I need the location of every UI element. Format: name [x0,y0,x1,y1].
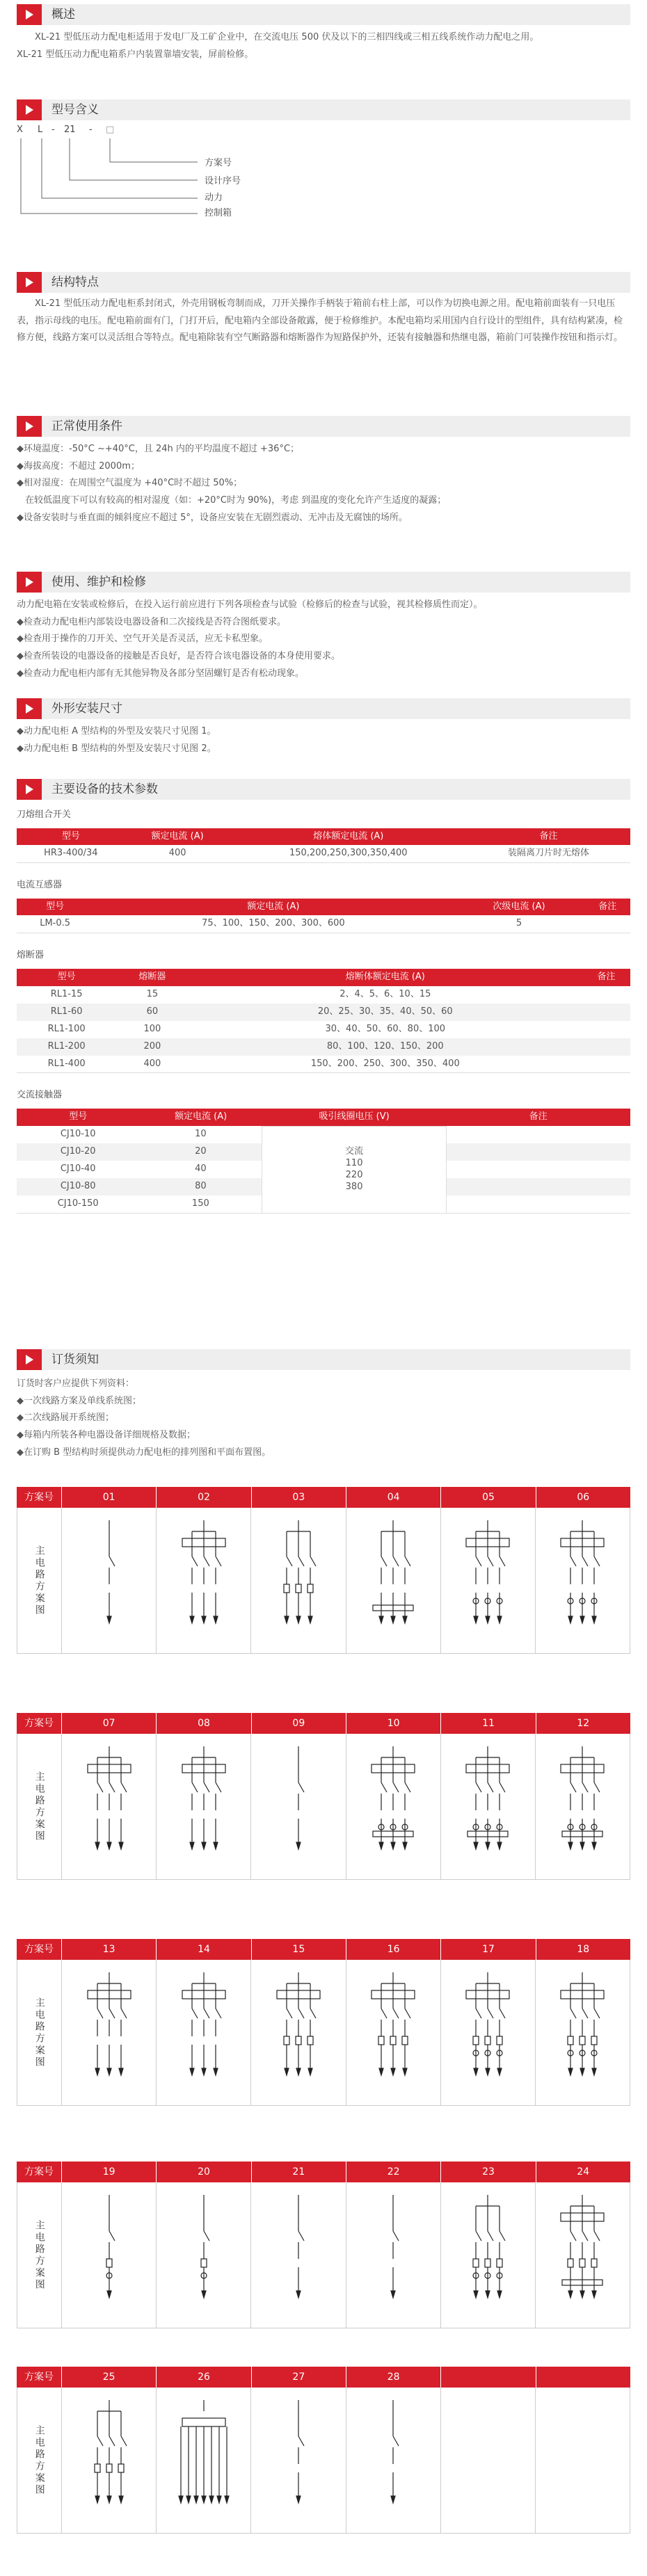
condition-line: 在较低温度下可以有较高的相对湿度（如：+20°C时为 90%)，考虑 到温度的变化允许产生适度的凝露； [25,495,447,506]
scheme-number: 02 [156,1487,250,1508]
cell: RL1-15 [50,988,83,999]
scheme-number: 24 [536,2162,630,2182]
scheme-cell [440,1734,535,1879]
cell [582,986,630,1004]
cell: 15 [146,988,159,999]
section-header [17,272,630,293]
play-icon [17,99,42,120]
table-row [17,1056,630,1073]
circuit-diagram [267,1741,330,1866]
circuit-diagram [362,1515,424,1640]
section-header [17,779,630,800]
scheme-cell [250,1734,345,1879]
scheme-number: 04 [346,1487,440,1508]
scheme-number [440,2367,535,2388]
dims-line: ◆动力配电柜 B 型结构的外型及安装尺寸见图 2。 [17,743,216,754]
circuit-diagram [267,2394,330,2520]
tech-section [17,779,630,1214]
circuit-diagram [362,2394,424,2520]
overview-line: XL-21 型低压动力配电箱系户内装置靠墙安装，屏前检修。 [17,49,254,60]
scheme-row-label: 主电路方案图 [17,2388,61,2533]
circuit-diagram [362,1741,424,1866]
play-icon [17,4,42,25]
circuit-diagram [362,1967,424,2092]
cell: 150 [191,1198,209,1209]
play-icon [17,698,42,719]
scheme-number: 21 [251,2162,346,2182]
model-label: 方案号 [205,158,232,168]
cell: CJ10-40 [60,1164,96,1175]
col-header: 次级电流 (A) [453,899,584,916]
table-caption: 交流接触器 [17,1090,63,1101]
circuit-diagram [456,2189,519,2315]
code-l: L [38,124,43,135]
table-row [17,986,630,1004]
maintenance-section [17,572,630,682]
scheme-drawings [17,1508,630,1654]
scheme-header [17,1939,630,1960]
col-header: 型号 [17,969,116,986]
scheme-number: 10 [346,1713,440,1734]
code-dash: - [89,124,93,135]
scheme-row [17,1487,630,1654]
model-section [17,99,630,225]
cell: 20 [139,1143,262,1161]
scheme-number: 05 [440,1487,535,1508]
cell: 装隔离刀片时无熔体 [508,848,590,859]
section-header [17,572,630,593]
col-header: 熔断体额定电流 (A) [189,969,583,986]
table-caption: 刀熔组合开关 [17,810,72,820]
cell: CJ10-20 [17,1143,139,1161]
model-label: 动力 [205,193,223,203]
cell: 150,200,250,300,350,400 [289,848,408,859]
scheme-cell [535,2388,630,2533]
section-title: 外形安装尺寸 [51,701,122,716]
table-caption: 电流互感器 [17,880,63,891]
order-line: ◆在订购 B 型结构时须提供动力配电柜的排列图和平面布置图。 [17,1447,271,1458]
scheme-number: 09 [251,1713,346,1734]
scheme-cell [535,1960,630,2105]
scheme-row-label: 主电路方案图 [17,1960,61,2105]
ct-table [17,899,630,933]
cell: 400 [168,848,186,859]
cell [582,1038,630,1056]
scheme-cell [250,1960,345,2105]
cell: CJ10-80 [17,1178,139,1196]
cell: 75、100、150、200、300、600 [202,918,345,929]
scheme-number: 23 [440,2162,535,2182]
scheme-number: 12 [536,1713,630,1734]
conditions-section [17,416,630,526]
section-header [17,416,630,437]
scheme-cell [346,2182,440,2328]
cell: 150、200、250、300、350、400 [310,1058,460,1069]
scheme-cell [61,1734,156,1879]
cell: CJ10-150 [57,1198,99,1209]
dims-section [17,698,630,757]
section-header [17,698,630,719]
scheme-cell [61,1508,156,1653]
scheme-number: 07 [61,1713,156,1734]
order-line: ◆二次线路展开系统图； [17,1412,114,1424]
voltage-value: 交流 [345,1145,364,1157]
cell: 40 [195,1164,207,1175]
cell: 100 [143,1023,161,1034]
circuit-diagram [78,1741,141,1866]
scheme-cell [440,2388,535,2533]
cell: RL1-100 [47,1023,86,1034]
table-row [17,915,630,933]
section-title: 结构特点 [51,275,99,289]
col-header: 型号 [17,1109,139,1126]
circuit-diagram [78,1967,141,2092]
section-title: 主要设备的技术参数 [51,782,158,796]
scheme-cell [156,1734,250,1879]
circuit-diagram [78,2394,141,2520]
scheme-cell [440,1508,535,1653]
cell [582,1004,630,1021]
order-line: 订货时客户应提供下列资料： [17,1378,135,1389]
circuit-diagram [267,1515,330,1640]
scheme-drawings [17,2182,630,2328]
cell [582,1056,630,1073]
scheme-header-label: 方案号 [24,1943,54,1955]
circuit-diagram [551,2189,614,2315]
scheme-cell [61,2388,156,2533]
table-row [17,1004,630,1021]
table-row [17,1021,630,1038]
cell: CJ10-10 [60,1129,96,1140]
cell: RL1-400 [47,1058,86,1069]
cell: 20、25、30、35、40、50、60 [189,1004,583,1021]
col-header: 备注 [582,969,630,986]
circuit-diagram [173,1515,235,1640]
scheme-cell [250,1508,345,1653]
scheme-number: 20 [156,2162,250,2182]
table-row [17,845,630,862]
scheme-header [17,2162,630,2182]
scheme-number: 17 [440,1939,535,1960]
section-header [17,1349,630,1370]
col-header: 熔体额定电流 (A) [230,828,467,846]
scheme-cell [346,2388,440,2533]
scheme-cell [535,1508,630,1653]
scheme-cell [61,1960,156,2105]
play-icon [17,779,42,800]
scheme-drawings [17,1960,630,2106]
scheme-row [17,1939,630,2106]
scheme-number: 19 [61,2162,156,2182]
section-title: 概述 [51,7,75,22]
cell: RL1-60 [17,1004,116,1021]
condition-line: ◆海拔高度：不超过 2000m； [17,460,140,472]
circuit-diagram [267,2189,330,2315]
scheme-row [17,2162,630,2328]
scheme-number [536,2367,630,2388]
scheme-number: 13 [61,1939,156,1960]
cell: LM-0.5 [40,918,71,929]
maintenance-line: ◆检查所装设的电器设备的接触是否良好，是否符合该电器设备的本身使用要求。 [17,651,340,662]
col-header: 吸引线圈电压 (V) [262,1109,447,1126]
col-header: 型号 [17,828,125,846]
play-icon [17,416,42,437]
scheme-cell [346,1734,440,1879]
circuit-diagram [551,1967,614,2092]
scheme-number: 25 [61,2367,156,2388]
scheme-drawings [17,2388,630,2534]
scheme-cell [440,1960,535,2105]
structure-section [17,272,630,347]
scheme-cell [156,1508,250,1653]
voltage-value: 380 [345,1181,363,1192]
scheme-cell [346,1508,440,1653]
code-box: □ [106,124,115,135]
cell: 30、40、50、60、80、100 [325,1023,446,1034]
circuit-diagram [173,1741,235,1866]
scheme-cell [156,2388,250,2533]
switch-table [17,828,630,863]
circuit-diagram [267,1967,330,2092]
scheme-row [17,1713,630,1880]
cell: 200 [116,1038,188,1056]
scheme-header-label: 方案号 [24,2371,54,2383]
scheme-number: 06 [536,1487,630,1508]
section-title: 正常使用条件 [51,419,122,433]
scheme-number: 28 [346,2367,440,2388]
scheme-number: 03 [251,1487,346,1508]
scheme-header-label: 方案号 [24,2166,54,2177]
cell [582,1021,630,1038]
cell: HR3-400/34 [44,848,98,859]
overview-line: XL-21 型低压动力配电柜适用于发电厂及工矿企业中，在交流电压 500 伏及以下的三相四线或三相五线系统作动力配电之用。 [35,32,539,42]
circuit-diagram [456,1515,519,1640]
table-caption: 熔断器 [17,950,45,961]
col-header: 熔断器 [116,969,188,986]
circuit-diagram [362,2189,424,2315]
section-title: 型号含义 [51,102,99,117]
play-icon [17,1349,42,1370]
scheme-row-label: 主电路方案图 [17,1508,61,1653]
voltage-value: 220 [345,1169,363,1180]
scheme-row-label: 主电路方案图 [17,1734,61,1879]
model-lines [17,120,225,225]
circuit-diagram [173,2394,235,2520]
scheme-row-label: 主电路方案图 [17,2182,61,2328]
voltage-value: 110 [345,1157,363,1168]
col-header: 型号 [17,899,93,916]
circuit-diagram [173,1967,235,2092]
cell: RL1-200 [17,1038,116,1056]
col-header: 额定电流 (A) [93,899,453,916]
scheme-number: 22 [346,2162,440,2182]
col-header: 备注 [467,828,630,846]
circuit-diagram [456,1967,519,2092]
scheme-row [17,2367,630,2534]
circuit-diagram [78,2189,141,2315]
cell: 400 [143,1058,161,1069]
scheme-number: 01 [61,1487,156,1508]
code-dash: - [51,124,55,135]
play-icon [17,272,42,293]
cell: 10 [195,1129,207,1140]
order-line: ◆一次线路方案及单线系统图； [17,1395,141,1406]
circuit-diagram [551,1515,614,1640]
scheme-cell [156,2182,250,2328]
play-icon [17,572,42,593]
cell: 80、100、120、150、200 [189,1038,583,1056]
scheme-header-label: 方案号 [24,1491,54,1503]
scheme-header [17,1713,630,1734]
scheme-cell [156,1960,250,2105]
scheme-header-label: 方案号 [24,1717,54,1729]
scheme-cell [250,2182,345,2328]
col-header: 备注 [585,899,630,916]
maintenance-line: ◆检查用于操作的刀开关、空气开关是否灵活，应无卡私型象。 [17,634,268,645]
circuit-diagram [456,1741,519,1866]
col-header: 备注 [446,1109,630,1126]
scheme-number: 08 [156,1713,250,1734]
scheme-cell [346,1960,440,2105]
model-label: 设计序号 [205,176,241,186]
condition-line: ◆环境温度：-50°C ~+40°C，且 24h 内的平均温度不超过 +36°C； [17,444,300,454]
condition-line: ◆设备安装时与垂直面的倾斜度应不超过 5°，设备应安装在无剧烈震动、无冲击及无腐蚀的场所。 [17,512,408,523]
maintenance-line: ◆检查动力配电柜内部装设电器设备和二次接线是否符合图纸要求。 [17,616,286,627]
cell: 60 [116,1004,188,1021]
order-line: ◆每箱内所装各种电器设备详细规格及数据； [17,1430,195,1441]
section-header [17,4,630,25]
circuit-diagram [173,2189,235,2315]
fuse-table [17,969,630,1073]
col-header: 额定电流 (A) [139,1109,262,1126]
scheme-number: 15 [251,1939,346,1960]
scheme-cell [250,2388,345,2533]
cell: 2、4、5、6、10、15 [340,988,431,999]
scheme-number: 26 [156,2367,250,2388]
model-diagram [17,120,630,225]
cell [585,915,630,933]
dims-line: ◆动力配电柜 A 型结构的外型及安装尺寸见图 1。 [17,726,216,736]
structure-text: XL-21 型低压动力配电柜系封闭式，外壳用钢板弯制而成，刀开关操作手柄装于箱前右柱上部，可以作为切换电源之用。配电箱前面装有一只电压表，指示母线的电压。配电箱前面有门，门打开后，配电箱内全部设备敞露，便于检修维护。本配电箱均采用国内自行设计的型组件，具有结构紧凑，检修方便，线路方案可以灵活组合等特点。配电箱除装有空气断路器和熔断器作为短路保护外，还装有接触器和热继电器，箱前门可装操作按钮和指示灯。 [17,298,623,344]
scheme-cell [61,2182,156,2328]
table-row [17,1038,630,1056]
scheme-cell [535,2182,630,2328]
scheme-number: 11 [440,1713,535,1734]
scheme-number: 14 [156,1939,250,1960]
scheme-header [17,2367,630,2388]
cell: 5 [516,918,522,929]
order-section [17,1349,630,1461]
model-label: 控制箱 [205,208,232,218]
maintenance-line: 动力配电箱在安装或检修后，在投入运行前应进行下列各项检查与试验（检修后的检查与试验，视其检修质性而定）。 [17,599,483,610]
section-header [17,99,630,120]
col-header: 额定电流 (A) [125,828,230,846]
scheme-number: 27 [251,2367,346,2388]
code-x: X [17,124,23,135]
scheme-header [17,1487,630,1508]
contactor-table [17,1109,630,1214]
voltage-cell [262,1126,447,1213]
scheme-cell [440,2182,535,2328]
scheme-drawings [17,1734,630,1880]
table-row [17,1126,630,1143]
circuit-diagram [551,1741,614,1866]
scheme-number: 16 [346,1939,440,1960]
cell: 80 [139,1178,262,1196]
section-title: 订货须知 [51,1352,99,1367]
circuit-diagram [78,1515,141,1640]
scheme-cell [535,1734,630,1879]
overview-section [17,4,630,63]
scheme-number: 18 [536,1939,630,1960]
section-title: 使用、维护和检修 [51,574,146,589]
maintenance-line: ◆检查动力配电柜内部有无其他异物及各部分坚固螺钉是否有松动现象。 [17,668,304,679]
condition-line: ◆相对湿度：在周围空气温度为 +40°C时不超过 50%； [17,478,243,489]
code-21: 21 [64,124,76,135]
